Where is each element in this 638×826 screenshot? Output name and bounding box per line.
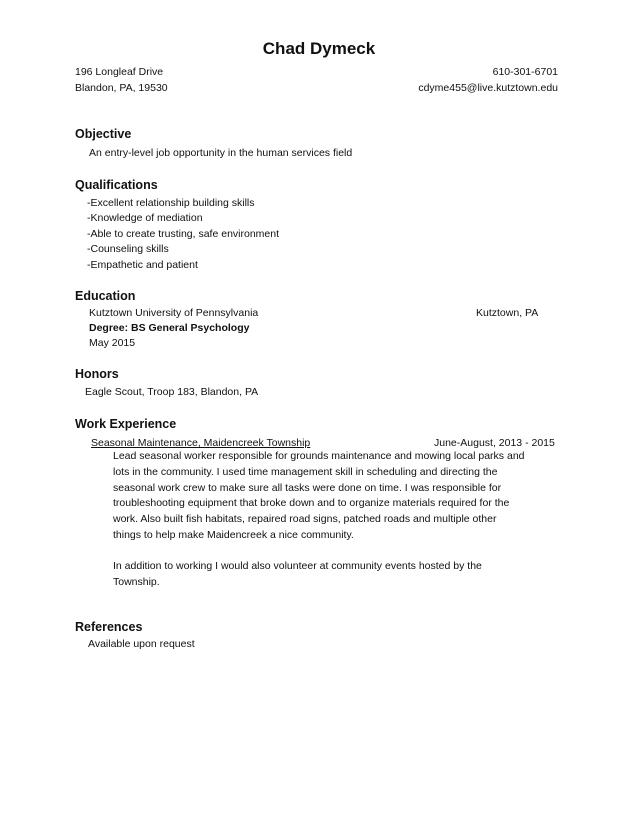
qualification-item: -Empathetic and patient bbox=[87, 259, 198, 271]
address-line2: Blandon, PA, 19530 bbox=[75, 82, 168, 94]
education-school: Kutztown University of Pennsylvania bbox=[89, 307, 259, 319]
education-location: Kutztown, PA bbox=[476, 307, 539, 319]
qualification-item: -Excellent relationship building skills bbox=[87, 197, 255, 209]
job-title: Seasonal Maintenance, Maidencreek Township bbox=[91, 437, 311, 449]
email-address: cdyme455@live.kutztown.edu bbox=[418, 82, 558, 94]
job-dates: June-August, 2013 - 2015 bbox=[434, 437, 555, 449]
job-description-line: lots in the community. I used time management skill in scheduling and directing the bbox=[113, 465, 498, 478]
qualification-item: -Knowledge of mediation bbox=[87, 212, 203, 224]
job-description-line: Lead seasonal worker responsible for grounds maintenance and mowing local parks and bbox=[113, 450, 525, 462]
objective-text: An entry-level job opportunity in the human services field bbox=[89, 147, 353, 159]
education-degree: Degree: BS General Psychology bbox=[89, 322, 250, 334]
job-description-line: things to help make Maidencreek a nice community. bbox=[113, 528, 354, 541]
qualification-item: -Able to create trusting, safe environment bbox=[87, 228, 280, 240]
address-line1: 196 Longleaf Drive bbox=[75, 66, 164, 78]
resume-name: Chad Dymeck bbox=[262, 39, 376, 58]
objective-heading: Objective bbox=[75, 127, 132, 141]
references-text: Available upon request bbox=[88, 638, 195, 650]
job-description-line: seasonal work crew to make sure all tasks were done on time. I was responsible for bbox=[113, 481, 502, 494]
job-description-line: work. Also built fish habitats, repaired road signs, patched roads and multiple other bbox=[113, 513, 497, 526]
qualification-item: -Counseling skills bbox=[87, 243, 169, 255]
volunteer-line: Township. bbox=[113, 575, 160, 588]
references-heading: References bbox=[75, 620, 143, 634]
volunteer-line: In addition to working I would also volunteer at community events hosted by the bbox=[113, 560, 482, 572]
phone-number: 610-301-6701 bbox=[492, 66, 558, 78]
honors-heading: Honors bbox=[75, 367, 119, 381]
job-description bbox=[113, 449, 568, 544]
work-experience-heading: Work Experience bbox=[75, 417, 177, 431]
education-heading: Education bbox=[75, 289, 136, 303]
education-date: May 2015 bbox=[89, 337, 136, 349]
job-description-line: troubleshooting equipment that broke down and to organize materials required for the bbox=[113, 497, 510, 510]
qualifications-heading: Qualifications bbox=[75, 178, 158, 192]
honors-item: Eagle Scout, Troop 183, Blandon, PA bbox=[85, 386, 259, 398]
volunteer-description bbox=[113, 559, 568, 591]
